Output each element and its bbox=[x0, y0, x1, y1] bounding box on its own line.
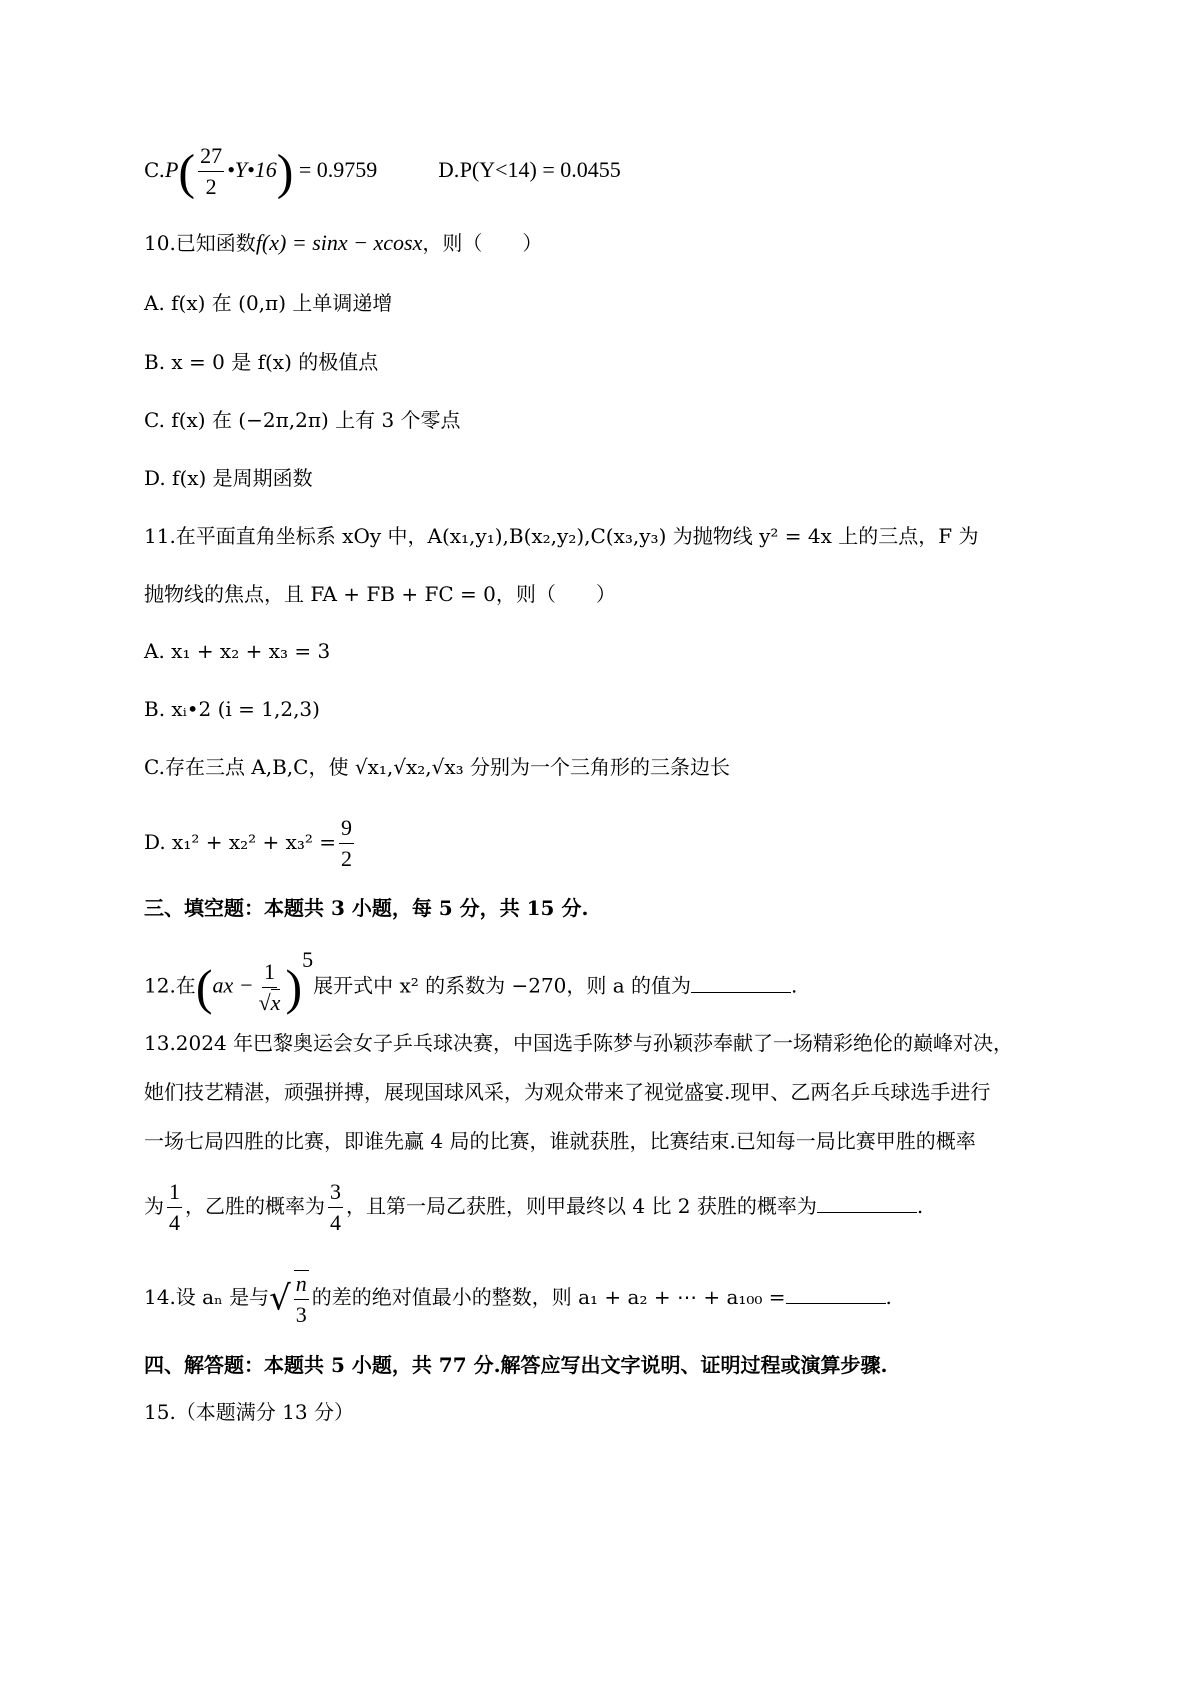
q9-option-c-label: C. bbox=[144, 158, 165, 182]
q10-option-d: D. f(x) 是周期函数 bbox=[144, 466, 313, 490]
section-4-heading: 四、解答题：本题共 5 小题，共 77 分.解答应写出文字说明、证明过程或演算步骤. bbox=[144, 1353, 888, 1377]
q11-option-d-fraction: $\frac{9}{2}$ bbox=[341, 815, 353, 871]
q13-line2: 她们技艺精湛，顽强拼搏，展现国球风采，为观众带来了视觉盛宴.现甲、乙两名乒乓球选手进行 bbox=[144, 1080, 991, 1104]
q11-stem-line1: 11.在平面直角坐标系 xOy 中，A(x₁,y₁),B(x₂,y₂),C(x₃,y₃) 为抛物线 y² = 4x 上的三点，F 为 bbox=[144, 524, 979, 548]
q13-fraction-2: $\frac{3}{4}$ bbox=[330, 1179, 341, 1235]
q14-sqrt-fraction: $\frac{n}{3}$ bbox=[295, 1270, 307, 1327]
q13-answer-blank[interactable] bbox=[817, 1188, 917, 1213]
q10-function: f(x) = sinx − xcosx bbox=[255, 230, 423, 255]
section-3-heading: 三、填空题：本题共 3 小题，每 5 分，共 15 分. bbox=[144, 896, 589, 920]
q9-option-c-value: 0.9759 bbox=[316, 157, 378, 182]
q14-answer-blank[interactable] bbox=[786, 1279, 886, 1304]
q13-line3: 一场七局四胜的比赛，即谁先赢 4 局的比赛，谁就获胜，比赛结束.已知每一局比赛甲胜的概率 bbox=[144, 1129, 976, 1153]
q14-stem: 14.设 aₙ 是与√ $\frac{n}{3}$ 的差的绝对值最小的整数，则 a₁ + a₂ + ⋯ + a₁₀₀ = . bbox=[144, 1270, 892, 1327]
q10-stem: 10.已知函数f(x) = sinx − xcosx，则（ ） bbox=[144, 230, 543, 255]
q10-option-c: C. f(x) 在 (−2π,2π) 上有 3 个零点 bbox=[144, 408, 461, 432]
q13-line1: 13.2024 年巴黎奥运会女子乒乓球决赛，中国选手陈梦与孙颖莎奉献了一场精彩绝伦的巅峰对决， bbox=[144, 1031, 1014, 1055]
q11-option-b: B. xᵢ•2 (i = 1,2,3) bbox=[144, 697, 320, 721]
q9-option-c-middle: •Y•16 bbox=[227, 157, 277, 182]
q11-option-a: A. x₁ + x₂ + x₃ = 3 bbox=[144, 639, 331, 663]
q12-power: 5 bbox=[302, 947, 314, 972]
q11-stem-line2: 抛物线的焦点，且 FA + FB + FC = 0，则（ ） bbox=[144, 582, 616, 606]
q13-fraction-1: $\frac{1}{4}$ bbox=[169, 1179, 180, 1235]
q12-stem: 12.在(ax − $\frac{1}{√x}$ )$^5$展开式中 x² 的系数为 −270，则 a 的值为 . bbox=[144, 947, 798, 1016]
q9-option-d-label: D. bbox=[438, 158, 460, 182]
q9-option-d-expr: P(Y<14) = 0.0455 bbox=[459, 157, 621, 182]
q11-option-d: D. x₁² + x₂² + x₃² = $\frac{9}{2}$ bbox=[144, 815, 353, 871]
q9-options-row: C.P( $\frac{27}{2}$ •Y•16) = 0.9759 D.P(Y<14) = 0.0455 bbox=[144, 143, 621, 200]
q11-option-c: C.存在三点 A,B,C，使 √x₁,√x₂,√x₃ 分别为一个三角形的三条边长 bbox=[144, 755, 731, 779]
q12-fraction: $\frac{1}{√x}$ bbox=[258, 958, 281, 1015]
q12-answer-blank[interactable] bbox=[691, 968, 791, 993]
q10-option-b: B. x = 0 是 f(x) 的极值点 bbox=[144, 350, 379, 374]
q10-option-a: A. f(x) 在 (0,π) 上单调递增 bbox=[144, 291, 393, 315]
q13-line4: 为 $\frac{1}{4}$ ，乙胜的概率为 $\frac{3}{4}$ ，且第一局乙获胜，则甲最终以 4 比 2 获胜的概率为 . bbox=[144, 1179, 924, 1235]
q9-option-c-fraction: $\frac{27}{2}$ bbox=[200, 143, 223, 199]
q15-heading: 15.（本题满分 13 分） bbox=[144, 1400, 354, 1424]
